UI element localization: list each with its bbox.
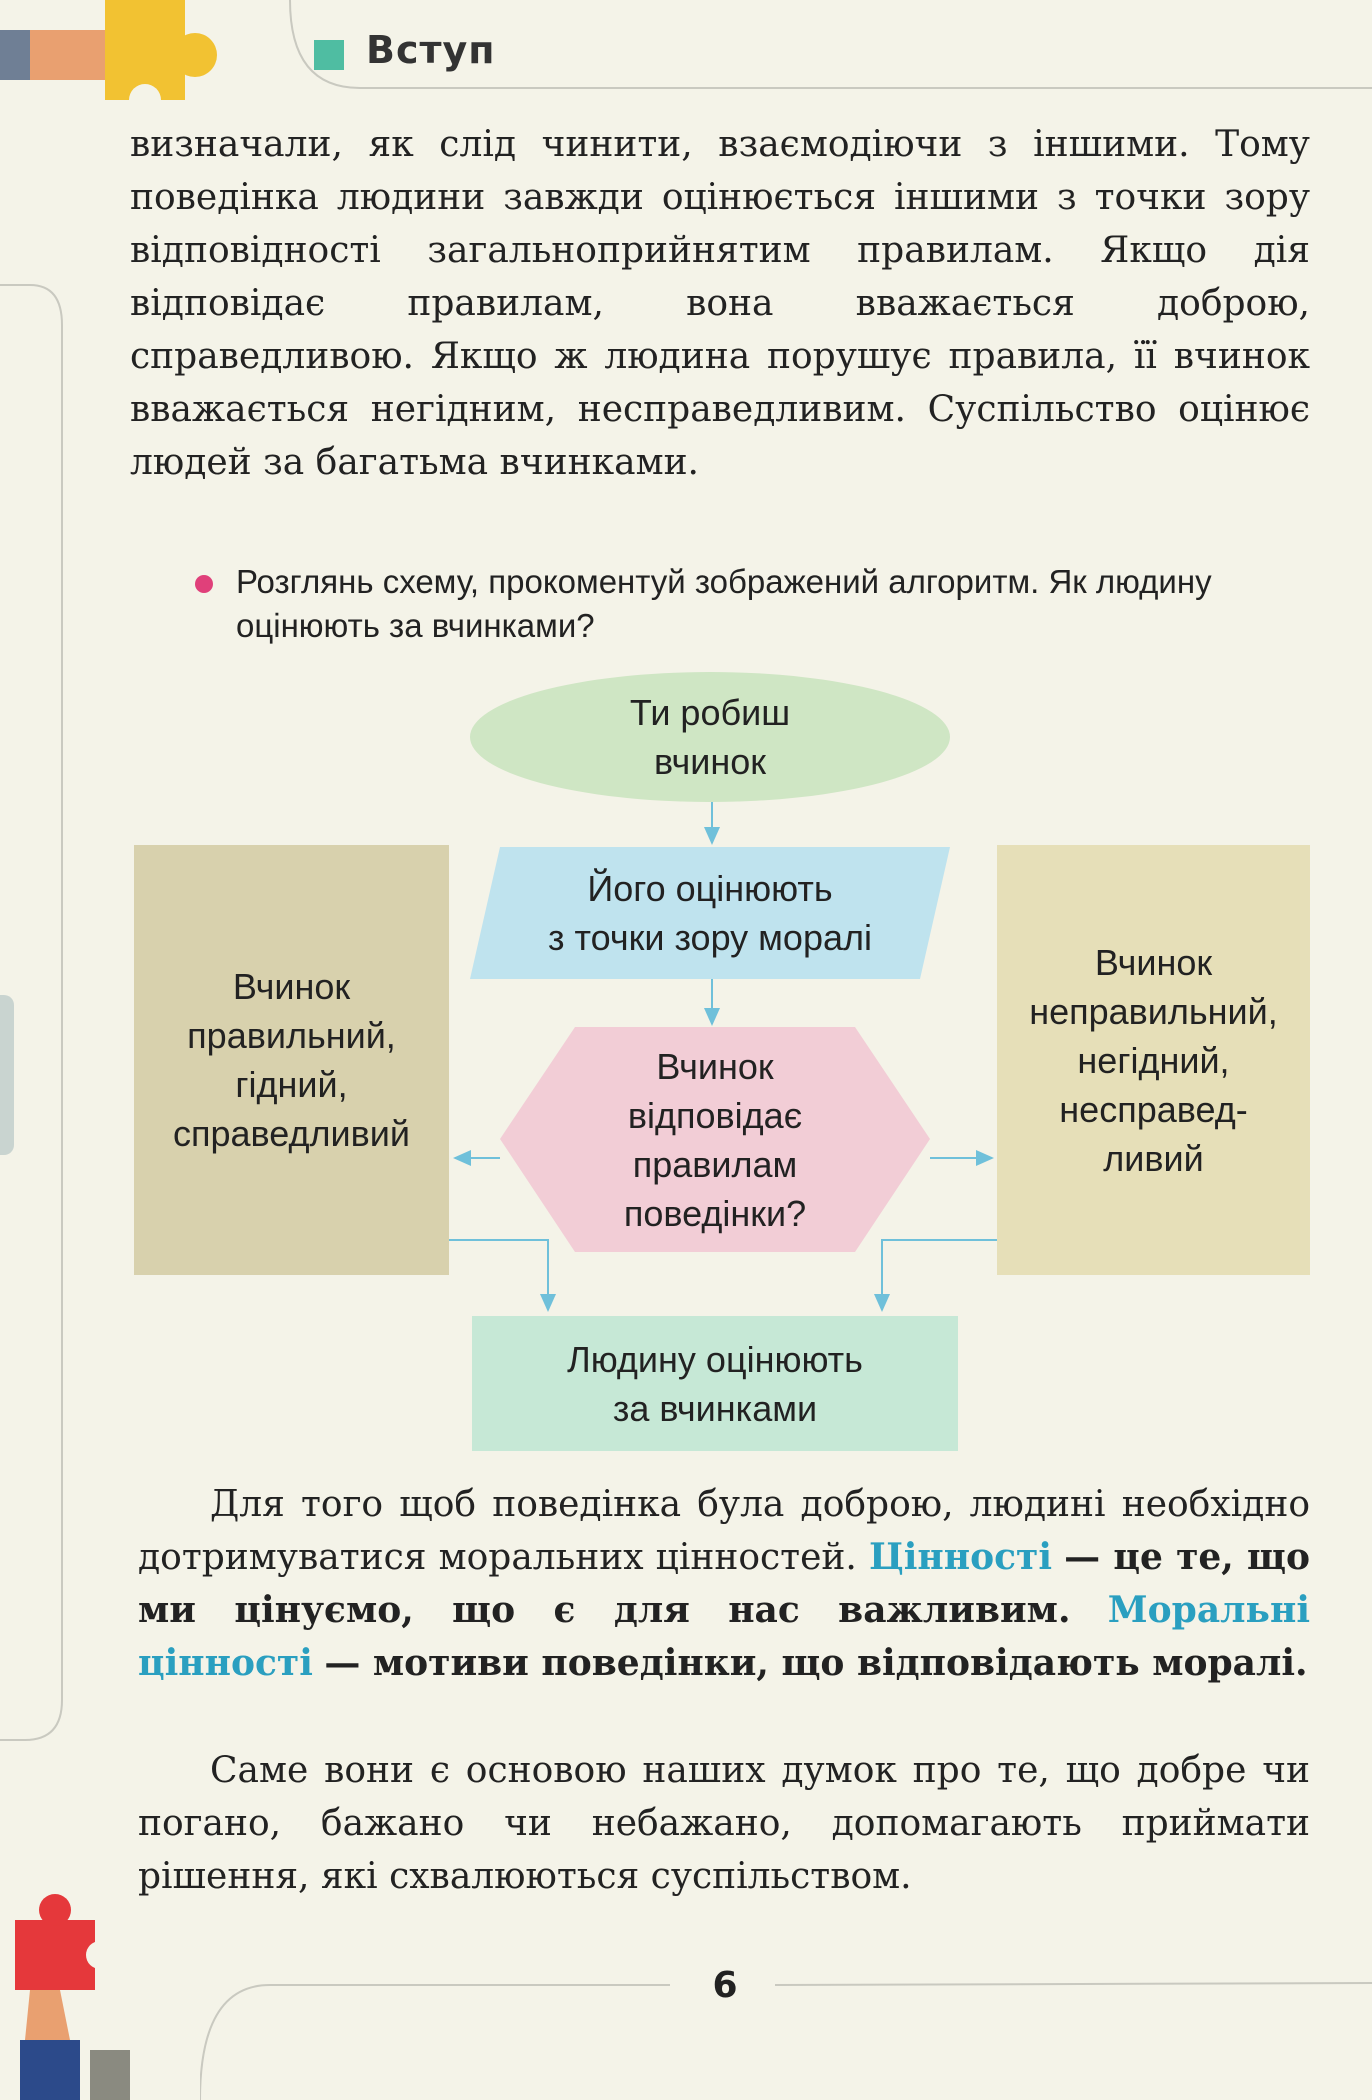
flow-start-oval	[470, 672, 950, 802]
section-title: Вступ	[366, 28, 496, 72]
body-paragraph-3	[138, 1744, 1310, 1903]
definition-values: — це те, що ми цінуємо, що є для нас важливим.	[138, 1536, 1310, 1631]
flow-start-label: Ти робиш вчинок	[629, 692, 791, 782]
flow-decision-label: Вчинок відповідає правилам поведінки?	[623, 1045, 807, 1234]
flow-decision-hexagon	[500, 1027, 930, 1252]
flow-result-label: Людину оцінюють за вчинками	[567, 1338, 863, 1429]
section-marker	[314, 40, 344, 70]
binding-mark	[0, 995, 14, 1155]
puzzle-hand-illustration	[0, 0, 230, 100]
body-paragraph-1: визначали, як слід чинити, взаємодіючи з іншими. Тому поведінка людини завжди оцінюється іншими з точки зору відповідності загальноприйнятим правилам. Якщо дія відповідає правилам, вона вважається доброю, справедливою. Якщо ж людина порушує правила, її вчинок вважається негідним, несправедливим. Суспільство оцінює людей за багатьма вчинками.	[130, 124, 1310, 483]
flow-left-outcome-box	[134, 845, 449, 1275]
body-paragraph-2	[138, 1478, 1310, 1690]
definition-moral-values: — мотиви поведінки, що відповідають моралі.	[324, 1642, 1308, 1684]
term-moral-values: Моральні цінності	[138, 1589, 1310, 1684]
term-values: Цінності	[868, 1536, 1053, 1578]
flow-right-outcome-box	[997, 845, 1310, 1275]
flow-result-box	[472, 1316, 958, 1451]
flow-evaluate-parallelogram	[470, 847, 950, 979]
flow-right-outcome-label: Вчинок неправильний, негідний, несправед- ливий	[1029, 941, 1278, 1179]
puzzle-hand-bottom-illustration	[0, 1880, 150, 2100]
task-text: Розглянь схему, прокоментуй зображений алгоритм. Як людину оцінюють за вчинками?	[236, 563, 1212, 644]
flow-left-outcome-label: Вчинок правильний, гідний, справедливий	[173, 966, 410, 1154]
bullet-icon	[195, 575, 213, 593]
footer-divider	[200, 1975, 1372, 2100]
flow-evaluate-label: Його оцінюють з точки зору моралі	[548, 868, 872, 958]
paragraph-2-intro: Для того щоб поведінка була доброю, людині необхідно дотримуватися моральних цінностей.	[138, 1484, 1310, 1578]
page-number: 6	[712, 1965, 738, 2006]
paragraph-3-text: Саме вони є основою наших думок про те, що добре чи погано, бажано чи небажано, допомагають приймати рішення, які схвалюються суспільством.	[138, 1750, 1310, 1897]
